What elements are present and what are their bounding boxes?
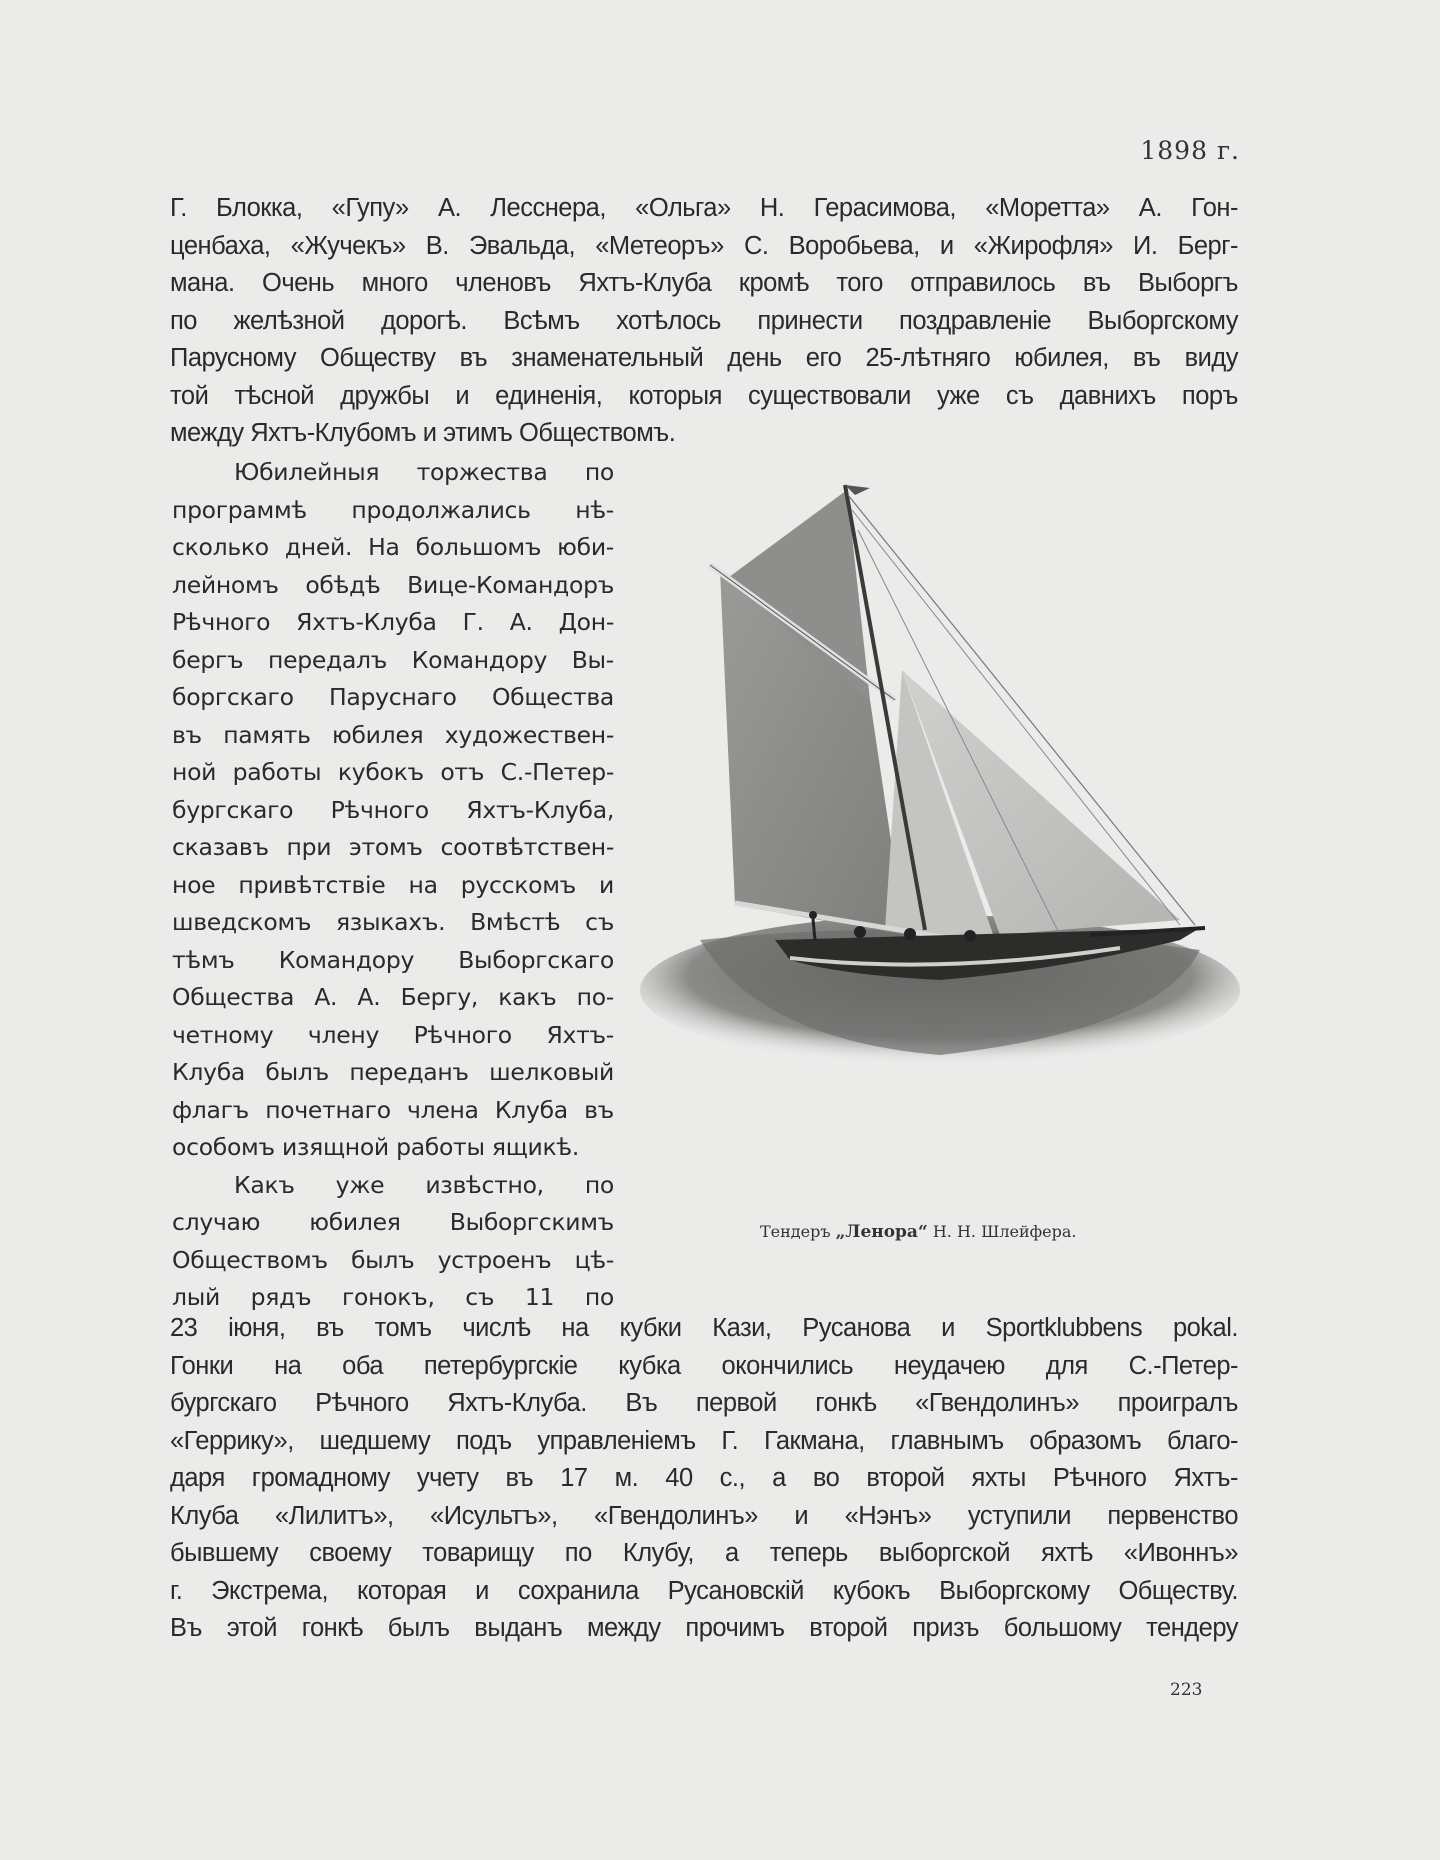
text-line: «Геррику», шедшему подъ управленіемъ Г. Гакмана, главнымъ образомъ благо- xyxy=(170,1426,1238,1455)
caption-prefix: Тендеръ xyxy=(760,1222,831,1241)
text-line: Клуба былъ переданъ шелковый xyxy=(172,1058,614,1086)
text-line: бургскаго Рѣчного Яхтъ-Клуба. Въ первой гонкѣ «Гвендолинъ» проигралъ xyxy=(170,1389,1238,1417)
text-line: лый рядъ гонокъ, съ 11 по xyxy=(172,1283,614,1311)
text-line: по желѣзной дорогѣ. Всѣмъ хотѣлось принести поздравленіе Выборгскому xyxy=(170,306,1238,335)
text-line: бывшему своему товарищу по Клубу, а теперь выборгской яхтѣ «Ивоннъ» xyxy=(170,1539,1238,1567)
caption-owner: Н. Н. Шлейфера. xyxy=(932,1222,1077,1241)
text-line: Юбилейныя торжества по xyxy=(234,458,614,486)
text-line: Рѣчного Яхтъ-Клуба Г. А. Дон- xyxy=(172,608,614,636)
text-line: программѣ продолжались нѣ- xyxy=(172,495,614,524)
text-line: Парусному Обществу въ знаменательный день его 25-лѣтняго юбилея, въ виду xyxy=(170,344,1238,372)
text-line: случаю юбилея Выборгскимъ xyxy=(172,1208,614,1236)
text-line: въ память юбилея художествен- xyxy=(172,720,614,749)
text-line: ной работы кубокъ отъ С.-Петер- xyxy=(172,758,614,786)
running-header-year: 1898 г. xyxy=(1140,136,1240,165)
text-line: тѣмъ Командору Выборгскаго xyxy=(172,945,614,974)
text-line: бергъ передалъ Командору Вы- xyxy=(172,645,614,674)
text-line: даря громадному учету въ 17 м. 40 с., а во второй яхты Рѣчного Яхтъ- xyxy=(170,1464,1238,1492)
bottom-paragraph xyxy=(170,1310,1238,1648)
text-line: Клуба «Лилитъ», «Исультъ», «Гвендолинъ» и «Нэнъ» уступили первенство xyxy=(170,1501,1238,1530)
text-line: Обществомъ былъ устроенъ цѣ- xyxy=(172,1245,614,1274)
text-line: между Яхтъ-Клубомъ и этимъ Обществомъ. xyxy=(170,419,676,447)
sailboat-illustration-icon xyxy=(640,470,1240,1220)
text-line: ное привѣтствіе на русскомъ и xyxy=(172,870,614,899)
text-line: флагъ почетнаго члена Клуба въ xyxy=(172,1095,614,1124)
text-line: г. Экстрема, которая и сохранила Русановскій кубокъ Выборгскому Обществу. xyxy=(170,1576,1238,1605)
caption-yacht-name: „Ленора“ xyxy=(835,1222,928,1242)
text-line: бургскаго Рѣчного Яхтъ-Клуба, xyxy=(172,795,614,824)
text-line: Въ этой гонкѣ былъ выданъ между прочимъ второй призъ большому тендеру xyxy=(170,1614,1238,1642)
text-line: ценбаха, «Жучекъ» В. Эвальда, «Метеоръ» С. Воробьева, и «Жирофля» И. Берг- xyxy=(170,231,1238,260)
text-line: лейномъ обѣдѣ Вице-Командоръ xyxy=(172,570,614,599)
text-line: Г. Блокка, «Гупу» А. Лесснера, «Ольга» Н. Герасимова, «Моретта» А. Гон- xyxy=(170,194,1238,222)
text-line: той тѣсной дружбы и единенія, которыя существовали уже съ давнихъ поръ xyxy=(170,381,1238,410)
text-line: Какъ уже извѣстно, по xyxy=(234,1170,614,1199)
text-line: шведскомъ языкахъ. Вмѣстѣ съ xyxy=(172,908,614,936)
text-line: сказавъ при этомъ соотвѣтствен- xyxy=(172,833,614,861)
figure-caption xyxy=(760,1222,1220,1242)
text-line: сколько дней. На большомъ юби- xyxy=(172,533,614,561)
text-line: боргскаго Паруснаго Общества xyxy=(172,683,614,711)
text-line: Гонки на оба петербургскіе кубка окончились неудачею для С.-Петер- xyxy=(170,1351,1238,1380)
page-number: 223 xyxy=(1170,1680,1203,1700)
text-line: особомъ изящной работы ящикѣ. xyxy=(172,1133,580,1161)
text-line: Общества А. А. Бергу, какъ по- xyxy=(172,983,614,1011)
top-paragraph xyxy=(170,190,1238,453)
narrow-column-text xyxy=(172,454,614,1317)
text-line: мана. Очень много членовъ Яхтъ-Клуба кромѣ того отправилось въ Выборгъ xyxy=(170,269,1238,297)
text-line: четному члену Рѣчного Яхтъ- xyxy=(172,1020,614,1049)
text-line: 23 іюня, въ томъ числѣ на кубки Кази, Русанова и Sportklubbens pokal. xyxy=(170,1314,1238,1342)
yacht-photo xyxy=(640,470,1240,1220)
